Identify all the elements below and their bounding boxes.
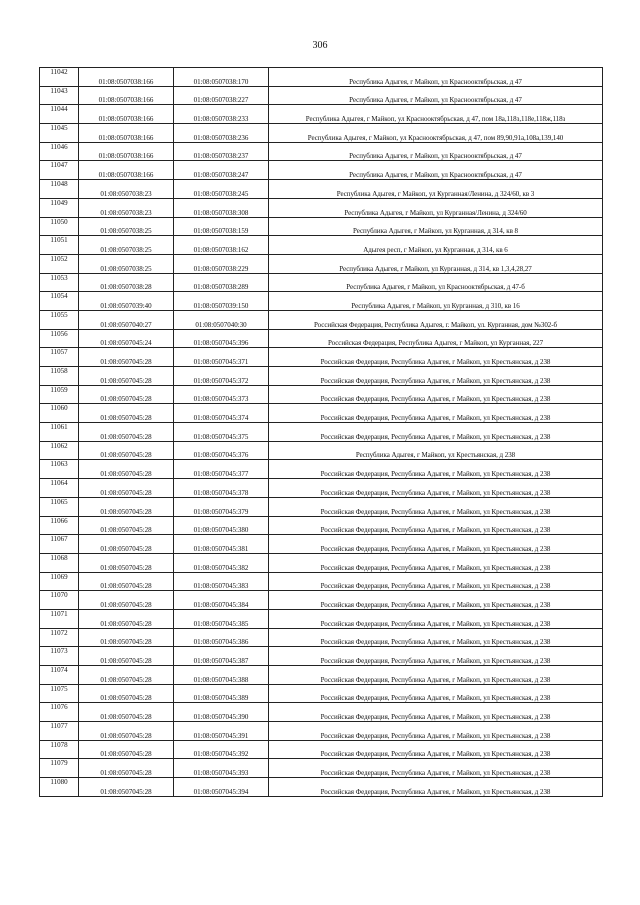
object-number-cell: 01:08:0507039:150 xyxy=(174,292,269,311)
row-number-cell: 11048 xyxy=(40,180,79,199)
address-cell: Российская Федерация, Республика Адыгея, г Майкоп, ул Крестьянская, д 238 xyxy=(269,553,603,572)
cadastral-number-cell: 01:08:0507038:25 xyxy=(79,236,174,255)
row-number-cell: 11049 xyxy=(40,198,79,217)
cadastral-number-cell: 01:08:0507045:28 xyxy=(79,759,174,778)
table-row xyxy=(40,703,603,722)
address-cell: Российская Федерация, Республика Адыгея, г Майкоп, ул Крестьянская, д 238 xyxy=(269,572,603,591)
cadastral-number-cell: 01:08:0507045:28 xyxy=(79,348,174,367)
row-number-cell: 11062 xyxy=(40,441,79,460)
cadastral-number-cell: 01:08:0507038:25 xyxy=(79,254,174,273)
row-number-cell: 11047 xyxy=(40,161,79,180)
cadastral-number-cell: 01:08:0507045:28 xyxy=(79,722,174,741)
table-row xyxy=(40,404,603,423)
cadastral-number-cell: 01:08:0507045:28 xyxy=(79,535,174,554)
cadastral-number-cell: 01:08:0507038:166 xyxy=(79,68,174,87)
cadastral-number-cell: 01:08:0507039:40 xyxy=(79,292,174,311)
object-number-cell: 01:08:0507045:380 xyxy=(174,516,269,535)
row-number-cell: 11054 xyxy=(40,292,79,311)
cadastral-number-cell: 01:08:0507045:28 xyxy=(79,703,174,722)
row-number-cell: 11080 xyxy=(40,778,79,797)
table-row xyxy=(40,273,603,292)
table-row xyxy=(40,254,603,273)
table-row xyxy=(40,292,603,311)
object-number-cell: 01:08:0507045:385 xyxy=(174,609,269,628)
address-cell: Российская Федерация, Республика Адыгея, г Майкоп, ул Крестьянская, д 238 xyxy=(269,479,603,498)
table-row xyxy=(40,217,603,236)
table-row xyxy=(40,759,603,778)
table-row xyxy=(40,236,603,255)
row-number-cell: 11058 xyxy=(40,367,79,386)
object-number-cell: 01:08:0507045:391 xyxy=(174,722,269,741)
cadastral-number-cell: 01:08:0507045:28 xyxy=(79,385,174,404)
cadastral-number-cell: 01:08:0507045:28 xyxy=(79,479,174,498)
cadastral-number-cell: 01:08:0507045:28 xyxy=(79,460,174,479)
object-number-cell: 01:08:0507045:374 xyxy=(174,404,269,423)
registry-table-body xyxy=(40,68,603,797)
address-cell: Российская Федерация, Республика Адыгея, г Майкоп, ул Крестьянская, д 238 xyxy=(269,722,603,741)
object-number-cell: 01:08:0507038:236 xyxy=(174,124,269,143)
row-number-cell: 11064 xyxy=(40,479,79,498)
object-number-cell: 01:08:0507045:384 xyxy=(174,591,269,610)
cadastral-number-cell: 01:08:0507040:27 xyxy=(79,310,174,329)
row-number-cell: 11059 xyxy=(40,385,79,404)
row-number-cell: 11078 xyxy=(40,740,79,759)
table-row xyxy=(40,180,603,199)
address-cell: Республика Адыгея, г Майкоп, ул Курганная, д 310, кв 16 xyxy=(269,292,603,311)
address-cell: Российская Федерация, Республика Адыгея, г. Майкоп, ул. Курганная, дом №302-б xyxy=(269,310,603,329)
object-number-cell: 01:08:0507038:229 xyxy=(174,254,269,273)
table-row xyxy=(40,86,603,105)
object-number-cell: 01:08:0507038:233 xyxy=(174,105,269,124)
address-cell: Российская Федерация, Республика Адыгея, г Майкоп, ул Крестьянская, д 238 xyxy=(269,535,603,554)
row-number-cell: 11070 xyxy=(40,591,79,610)
address-cell: Республика Адыгея, г Майкоп, ул Краснооктябрьская, д 47 xyxy=(269,68,603,87)
row-number-cell: 11074 xyxy=(40,666,79,685)
row-number-cell: 11052 xyxy=(40,254,79,273)
row-number-cell: 11056 xyxy=(40,329,79,348)
cadastral-number-cell: 01:08:0507045:28 xyxy=(79,367,174,386)
table-row xyxy=(40,142,603,161)
table-row xyxy=(40,310,603,329)
address-cell: Российская Федерация, Республика Адыгея, г Майкоп, ул Крестьянская, д 238 xyxy=(269,647,603,666)
address-cell: Российская Федерация, Республика Адыгея, г Майкоп, ул Крестьянская, д 238 xyxy=(269,740,603,759)
cadastral-number-cell: 01:08:0507045:28 xyxy=(79,497,174,516)
object-number-cell: 01:08:0507045:396 xyxy=(174,329,269,348)
address-cell: Российская Федерация, Республика Адыгея, г Майкоп, ул Крестьянская, д 238 xyxy=(269,591,603,610)
table-row xyxy=(40,553,603,572)
table-row xyxy=(40,105,603,124)
row-number-cell: 11066 xyxy=(40,516,79,535)
cadastral-number-cell: 01:08:0507038:23 xyxy=(79,180,174,199)
cadastral-number-cell: 01:08:0507038:23 xyxy=(79,198,174,217)
row-number-cell: 11043 xyxy=(40,86,79,105)
cadastral-number-cell: 01:08:0507045:28 xyxy=(79,441,174,460)
table-row xyxy=(40,684,603,703)
cadastral-number-cell: 01:08:0507045:28 xyxy=(79,591,174,610)
cadastral-number-cell: 01:08:0507045:28 xyxy=(79,609,174,628)
address-cell: Адыгея респ, г Майкоп, ул Курганная, д 314, кв 6 xyxy=(269,236,603,255)
object-number-cell: 01:08:0507045:379 xyxy=(174,497,269,516)
table-row xyxy=(40,479,603,498)
address-cell: Российская Федерация, Республика Адыгея, г Майкоп, ул Крестьянская, д 238 xyxy=(269,684,603,703)
table-row xyxy=(40,572,603,591)
row-number-cell: 11079 xyxy=(40,759,79,778)
table-row xyxy=(40,367,603,386)
object-number-cell: 01:08:0507038:227 xyxy=(174,86,269,105)
cadastral-number-cell: 01:08:0507045:28 xyxy=(79,553,174,572)
table-row xyxy=(40,385,603,404)
address-cell: Республика Адыгея, г Майкоп, ул Курганная, д 314, кв 1,3,4,28,27 xyxy=(269,254,603,273)
address-cell: Республика Адыгея, г Майкоп, ул Краснооктябрьская, д 47, пом 18а,118з,118е,118ж,118з xyxy=(269,105,603,124)
object-number-cell: 01:08:0507045:383 xyxy=(174,572,269,591)
address-cell: Российская Федерация, Республика Адыгея, г Майкоп, ул Крестьянская, д 238 xyxy=(269,609,603,628)
row-number-cell: 11050 xyxy=(40,217,79,236)
object-number-cell: 01:08:0507045:392 xyxy=(174,740,269,759)
address-cell: Республика Адыгея, г Майкоп, ул Курганная/Ленина, д 324/60 xyxy=(269,198,603,217)
object-number-cell: 01:08:0507045:377 xyxy=(174,460,269,479)
table-row xyxy=(40,609,603,628)
row-number-cell: 11071 xyxy=(40,609,79,628)
address-cell: Республика Адыгея, г Майкоп, ул Краснооктябрьская, д 47 xyxy=(269,161,603,180)
cadastral-number-cell: 01:08:0507045:28 xyxy=(79,684,174,703)
row-number-cell: 11073 xyxy=(40,647,79,666)
table-row xyxy=(40,778,603,797)
row-number-cell: 11060 xyxy=(40,404,79,423)
address-cell: Республика Адыгея, г Майкоп, ул Краснооктябрьская, д 47 xyxy=(269,86,603,105)
address-cell: Российская Федерация, Республика Адыгея, г Майкоп, ул Крестьянская, д 238 xyxy=(269,516,603,535)
row-number-cell: 11067 xyxy=(40,535,79,554)
table-row xyxy=(40,329,603,348)
row-number-cell: 11068 xyxy=(40,553,79,572)
object-number-cell: 01:08:0507045:390 xyxy=(174,703,269,722)
address-cell: Российская Федерация, Республика Адыгея, г Майкоп, ул Крестьянская, д 238 xyxy=(269,460,603,479)
row-number-cell: 11045 xyxy=(40,124,79,143)
address-cell: Российская Федерация, Республика Адыгея, г Майкоп, ул Крестьянская, д 238 xyxy=(269,666,603,685)
table-row xyxy=(40,740,603,759)
object-number-cell: 01:08:0507045:378 xyxy=(174,479,269,498)
object-number-cell: 01:08:0507038:308 xyxy=(174,198,269,217)
cadastral-number-cell: 01:08:0507045:28 xyxy=(79,740,174,759)
cadastral-number-cell: 01:08:0507045:28 xyxy=(79,516,174,535)
object-number-cell: 01:08:0507045:393 xyxy=(174,759,269,778)
address-cell: Российская Федерация, Республика Адыгея, г Майкоп, ул Крестьянская, д 238 xyxy=(269,348,603,367)
row-number-cell: 11063 xyxy=(40,460,79,479)
object-number-cell: 01:08:0507040:30 xyxy=(174,310,269,329)
object-number-cell: 01:08:0507045:382 xyxy=(174,553,269,572)
object-number-cell: 01:08:0507038:162 xyxy=(174,236,269,255)
table-row xyxy=(40,423,603,442)
cadastral-number-cell: 01:08:0507045:28 xyxy=(79,628,174,647)
cadastral-number-cell: 01:08:0507038:166 xyxy=(79,142,174,161)
object-number-cell: 01:08:0507038:237 xyxy=(174,142,269,161)
table-row xyxy=(40,161,603,180)
address-cell: Республика Адыгея, г Майкоп, ул Краснооктябрьская, д 47-б xyxy=(269,273,603,292)
cadastral-number-cell: 01:08:0507045:24 xyxy=(79,329,174,348)
object-number-cell: 01:08:0507038:245 xyxy=(174,180,269,199)
table-row xyxy=(40,535,603,554)
cadastral-number-cell: 01:08:0507045:28 xyxy=(79,572,174,591)
row-number-cell: 11075 xyxy=(40,684,79,703)
table-row xyxy=(40,647,603,666)
table-row xyxy=(40,68,603,87)
object-number-cell: 01:08:0507045:373 xyxy=(174,385,269,404)
address-cell: Российская Федерация, Республика Адыгея, г Майкоп, ул Крестьянская, д 238 xyxy=(269,497,603,516)
table-row xyxy=(40,348,603,367)
address-cell: Российская Федерация, Республика Адыгея, г Майкоп, ул Крестьянская, д 238 xyxy=(269,367,603,386)
object-number-cell: 01:08:0507038:170 xyxy=(174,68,269,87)
table-row xyxy=(40,124,603,143)
object-number-cell: 01:08:0507038:289 xyxy=(174,273,269,292)
row-number-cell: 11069 xyxy=(40,572,79,591)
object-number-cell: 01:08:0507045:394 xyxy=(174,778,269,797)
address-cell: Российская Федерация, Республика Адыгея, г Майкоп, ул Курганная, 227 xyxy=(269,329,603,348)
row-number-cell: 11077 xyxy=(40,722,79,741)
address-cell: Республика Адыгея, г Майкоп, ул Крестьянская, д 238 xyxy=(269,441,603,460)
object-number-cell: 01:08:0507045:386 xyxy=(174,628,269,647)
cadastral-number-cell: 01:08:0507038:25 xyxy=(79,217,174,236)
cadastral-number-cell: 01:08:0507038:28 xyxy=(79,273,174,292)
object-number-cell: 01:08:0507045:389 xyxy=(174,684,269,703)
row-number-cell: 11042 xyxy=(40,68,79,87)
table-row xyxy=(40,497,603,516)
row-number-cell: 11053 xyxy=(40,273,79,292)
address-cell: Российская Федерация, Республика Адыгея, г Майкоп, ул Крестьянская, д 238 xyxy=(269,404,603,423)
row-number-cell: 11046 xyxy=(40,142,79,161)
cadastral-number-cell: 01:08:0507038:166 xyxy=(79,161,174,180)
cadastral-number-cell: 01:08:0507045:28 xyxy=(79,647,174,666)
table-row xyxy=(40,198,603,217)
address-cell: Российская Федерация, Республика Адыгея, г Майкоп, ул Крестьянская, д 238 xyxy=(269,759,603,778)
table-row xyxy=(40,666,603,685)
object-number-cell: 01:08:0507045:387 xyxy=(174,647,269,666)
row-number-cell: 11051 xyxy=(40,236,79,255)
cadastral-number-cell: 01:08:0507045:28 xyxy=(79,778,174,797)
address-cell: Российская Федерация, Республика Адыгея, г Майкоп, ул Крестьянская, д 238 xyxy=(269,778,603,797)
address-cell: Республика Адыгея, г Майкоп, ул Курганная/Ленина, д 324/60, кв 3 xyxy=(269,180,603,199)
address-cell: Республика Адыгея, г Майкоп, ул Курганная, д 314, кв 8 xyxy=(269,217,603,236)
row-number-cell: 11076 xyxy=(40,703,79,722)
object-number-cell: 01:08:0507038:247 xyxy=(174,161,269,180)
row-number-cell: 11065 xyxy=(40,497,79,516)
cadastral-number-cell: 01:08:0507038:166 xyxy=(79,86,174,105)
object-number-cell: 01:08:0507045:388 xyxy=(174,666,269,685)
table-row xyxy=(40,441,603,460)
cadastral-number-cell: 01:08:0507038:166 xyxy=(79,124,174,143)
table-row xyxy=(40,460,603,479)
page-number: 306 xyxy=(312,40,328,51)
cadastral-number-cell: 01:08:0507045:28 xyxy=(79,666,174,685)
address-cell: Российская Федерация, Республика Адыгея, г Майкоп, ул Крестьянская, д 238 xyxy=(269,703,603,722)
row-number-cell: 11061 xyxy=(40,423,79,442)
address-cell: Республика Адыгея, г Майкоп, ул Краснооктябрьская, д 47, пом 89,90,91а,108а,139,140 xyxy=(269,124,603,143)
cadastral-number-cell: 01:08:0507045:28 xyxy=(79,423,174,442)
row-number-cell: 11044 xyxy=(40,105,79,124)
object-number-cell: 01:08:0507045:375 xyxy=(174,423,269,442)
row-number-cell: 11057 xyxy=(40,348,79,367)
row-number-cell: 11055 xyxy=(40,310,79,329)
object-number-cell: 01:08:0507045:376 xyxy=(174,441,269,460)
object-number-cell: 01:08:0507045:381 xyxy=(174,535,269,554)
address-cell: Российская Федерация, Республика Адыгея, г Майкоп, ул Крестьянская, д 238 xyxy=(269,628,603,647)
address-cell: Республика Адыгея, г Майкоп, ул Краснооктябрьская, д 47 xyxy=(269,142,603,161)
cadastral-number-cell: 01:08:0507038:166 xyxy=(79,105,174,124)
table-row xyxy=(40,628,603,647)
address-cell: Российская Федерация, Республика Адыгея, г Майкоп, ул Крестьянская, д 238 xyxy=(269,385,603,404)
table-row xyxy=(40,516,603,535)
registry-table xyxy=(39,67,603,797)
object-number-cell: 01:08:0507045:371 xyxy=(174,348,269,367)
row-number-cell: 11072 xyxy=(40,628,79,647)
table-row xyxy=(40,722,603,741)
address-cell: Российская Федерация, Республика Адыгея, г Майкоп, ул Крестьянская, д 238 xyxy=(269,423,603,442)
table-row xyxy=(40,591,603,610)
object-number-cell: 01:08:0507038:159 xyxy=(174,217,269,236)
object-number-cell: 01:08:0507045:372 xyxy=(174,367,269,386)
cadastral-number-cell: 01:08:0507045:28 xyxy=(79,404,174,423)
